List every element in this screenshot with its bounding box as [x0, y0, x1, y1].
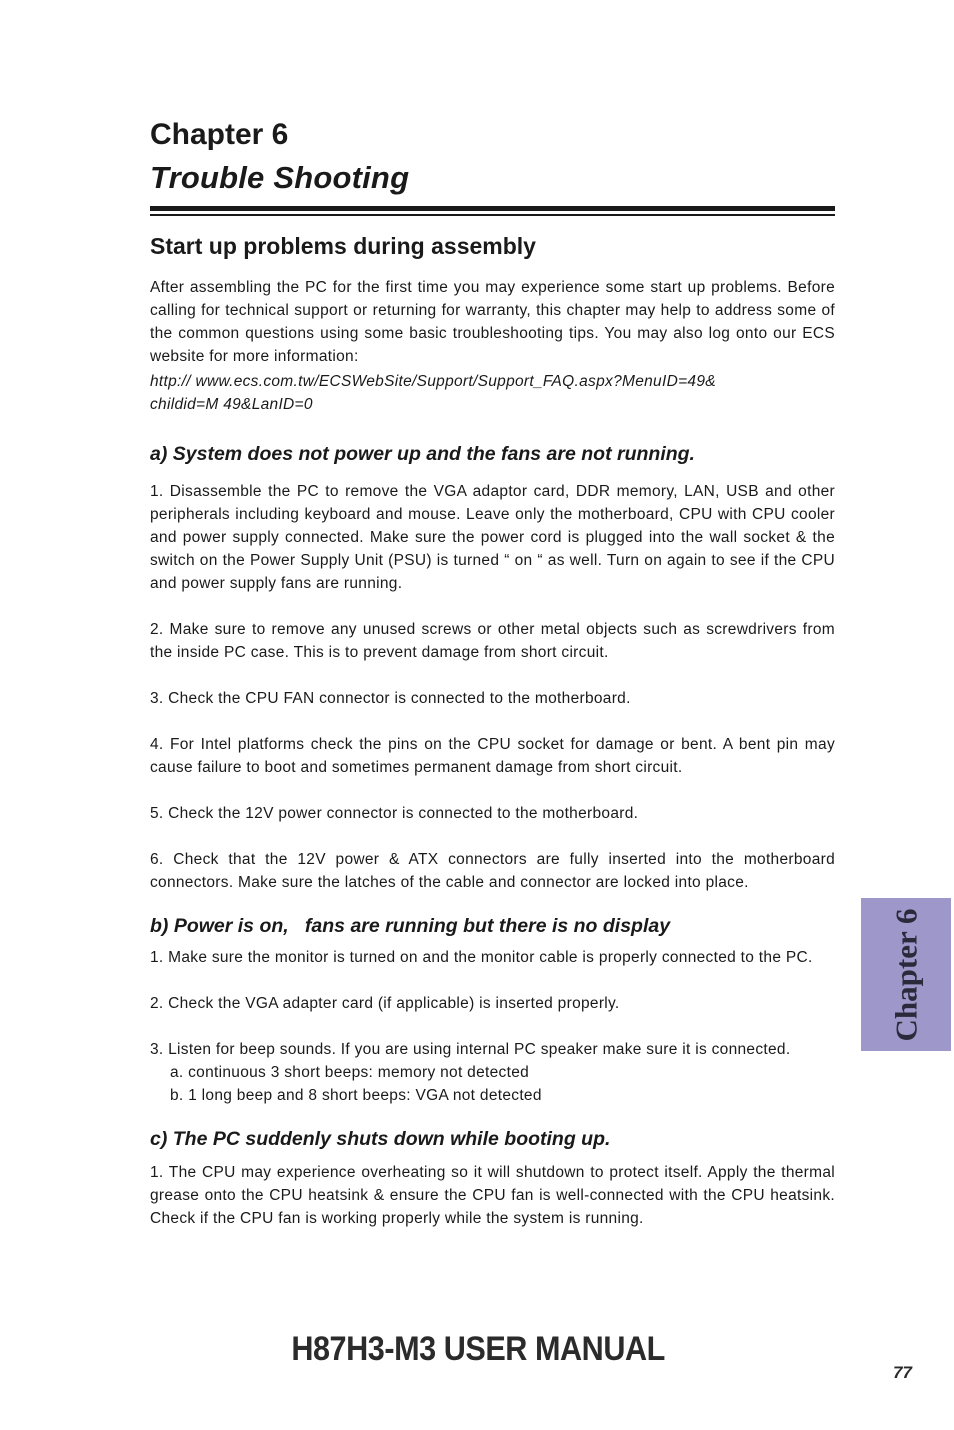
subsection-a-item-2: 2. Make sure to remove any unused screws or other metal objects such as screwdrivers from the inside PC case. This is to prevent damage from short circuit. — [150, 620, 835, 661]
title-rule-thick — [150, 206, 835, 211]
subsection-c-title: c) The PC suddenly shuts down while booting up. — [150, 1127, 611, 1150]
subsection-b-item-2: 2. Check the VGA adapter card (if applicable) is inserted properly. — [150, 994, 620, 1012]
subsection-a-item-1: 1. Disassemble the PC to remove the VGA adaptor card, DDR memory, LAN, USB and other peripherals including keyboard and mouse. Leave only the motherboard, CPU with CPU cooler and power supply connected. Make sure the power cord is plugged into the wall socket & the switch on the Power Supply Unit (PSU) is turned “ on “ as well. Turn on again to see if the CPU and power supply fans are running. — [150, 482, 835, 592]
section-title: Start up problems during assembly — [150, 232, 536, 259]
subsection-a-item-5: 5. Check the 12V power connector is connected to the motherboard. — [150, 804, 639, 822]
page-content — [150, 114, 835, 1230]
chapter-title: Trouble Shooting — [150, 160, 410, 195]
intro-paragraph: After assembling the PC for the first time you may experience some start up problems. Before calling for technical support or returning for warranty, this chapter may help to address some of the common questions using some basic troubleshooting tips. You may also log onto our ECS website for more information: — [150, 278, 835, 365]
subsection-b-item-3: 3. Listen for beep sounds. If you are using internal PC speaker make sure it is connected. — [150, 1040, 791, 1058]
support-url-line-1: http:// www.ecs.com.tw/ECSWebSite/Support/Support_FAQ.aspx?MenuID=49& — [150, 372, 716, 390]
manual-title: H87H3-M3 USER MANUAL — [291, 1330, 665, 1368]
subsection-b-subitem-b: b. 1 long beep and 8 short beeps: VGA not detected — [170, 1086, 542, 1104]
chapter-side-tab — [861, 898, 951, 1051]
subsection-b-subitem-a: a. continuous 3 short beeps: memory not detected — [170, 1063, 530, 1081]
subsection-b-title: b) Power is on, fans are running but there is no display — [150, 914, 671, 937]
chapter-side-tab-label: Chapter 6 — [888, 908, 923, 1041]
subsection-b-item-1: 1. Make sure the monitor is turned on and the monitor cable is properly connected to the PC. — [150, 948, 813, 966]
chapter-number: Chapter 6 — [150, 118, 289, 151]
page-number: 77 — [893, 1363, 912, 1382]
subsection-a-item-3: 3. Check the CPU FAN connector is connected to the motherboard. — [150, 689, 631, 707]
subsection-a-title: a) System does not power up and the fans are not running. — [150, 442, 695, 465]
subsection-a-item-6: 6. Check that the 12V power & ATX connectors are fully inserted into the motherboard connectors. Make sure the latches of the cable and connector are locked into place. — [150, 850, 835, 891]
support-url-line-2: childid=M 49&LanID=0 — [150, 395, 313, 413]
subsection-c-item-1: 1. The CPU may experience overheating so it will shutdown to protect itself. Apply the thermal grease onto the CPU heatsink & ensure the CPU fan is well-connected with the CPU heatsink. Check if the CPU fan is working properly while the system is running. — [150, 1163, 835, 1227]
subsection-a-item-4: 4. For Intel platforms check the pins on the CPU socket for damage or bent. A bent pin may cause failure to boot and sometimes permanent damage from short circuit. — [150, 735, 835, 776]
title-rule-thin — [150, 214, 835, 216]
